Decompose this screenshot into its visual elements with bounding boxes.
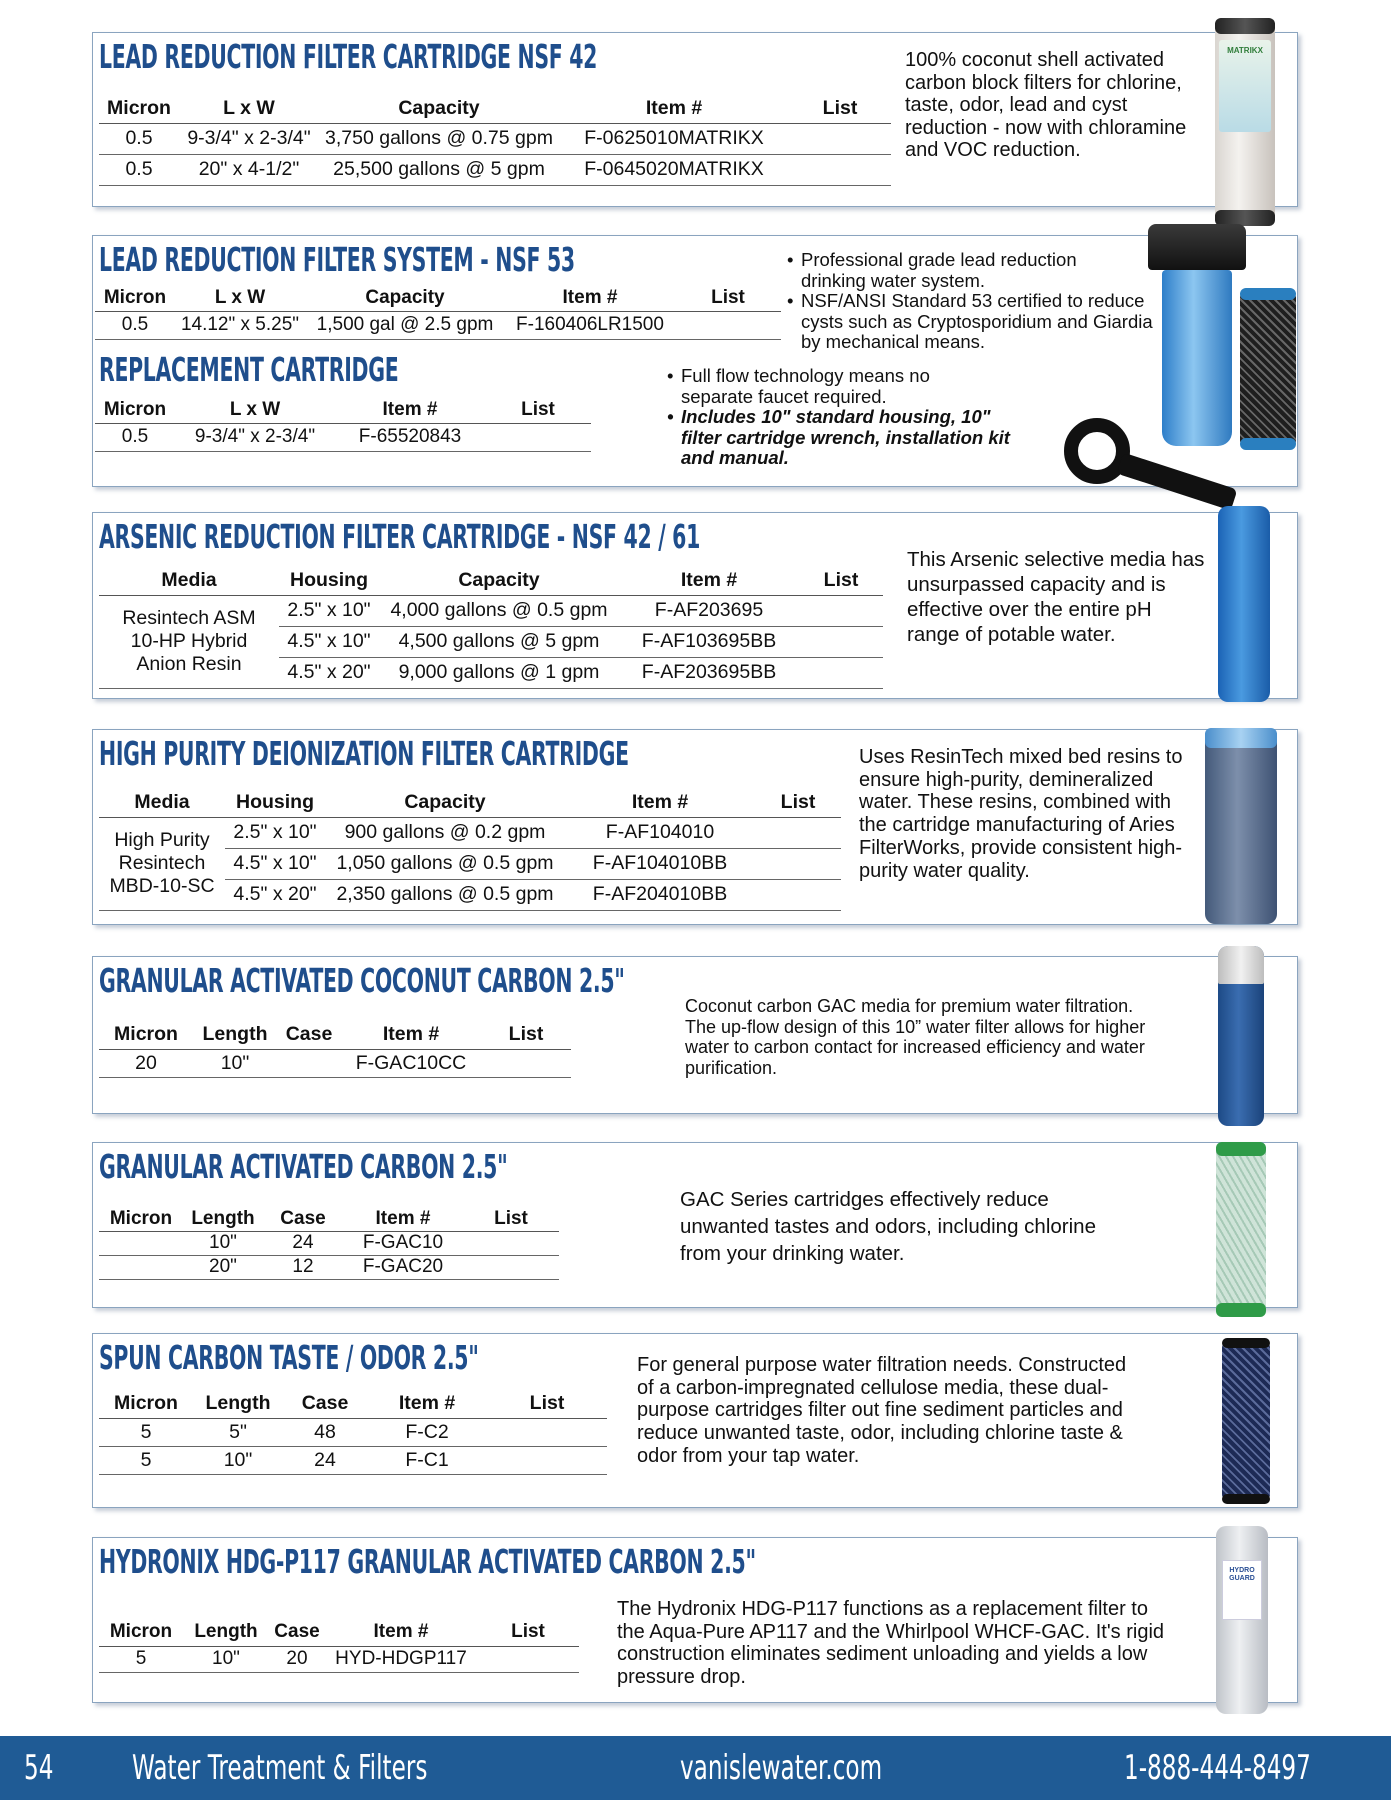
table-cell <box>485 423 591 451</box>
cartridge-cap <box>1218 946 1264 984</box>
col-header: Item # <box>559 95 789 123</box>
table-cell: F-C1 <box>367 1446 487 1474</box>
table-row <box>99 1446 607 1474</box>
col-header: Length <box>183 1207 263 1231</box>
table-cell: HYD-HDGP117 <box>325 1646 477 1672</box>
table-cell: 3,750 gallons @ 0.75 gpm <box>319 123 559 154</box>
footer-website-link[interactable]: vanislewater.com <box>680 1748 883 1788</box>
col-header: Item # <box>341 1021 481 1049</box>
replacement-title: REPLACEMENT CARTRIDGE <box>99 350 399 389</box>
table-row <box>95 423 591 451</box>
table-cell: 20" <box>183 1255 263 1279</box>
table-cell <box>799 626 883 657</box>
col-header: L x W <box>179 95 319 123</box>
col-header: Item # <box>565 789 755 817</box>
col-header: Capacity <box>325 789 565 817</box>
table-cell <box>463 1255 559 1279</box>
col-header: Length <box>193 1390 283 1418</box>
table-cell: 12 <box>263 1255 343 1279</box>
table-cell: 4.5" x 20" <box>279 657 379 688</box>
table-row <box>99 1418 607 1446</box>
table-cell: 10" <box>183 1646 269 1672</box>
feature-item: • Professional grade lead reduction drinking water system. <box>785 250 1115 291</box>
table-row <box>99 1231 559 1255</box>
col-header: L x W <box>175 286 305 311</box>
col-header: Item # <box>325 1618 477 1646</box>
col-header: List <box>477 1618 579 1646</box>
col-header: Housing <box>279 567 379 595</box>
col-header: List <box>487 1390 607 1418</box>
table-cell: F-AF203695 <box>619 595 799 626</box>
table-cell: F-160406LR1500 <box>505 311 675 339</box>
table-cell: 5 <box>99 1446 193 1474</box>
col-header: Item # <box>367 1390 487 1418</box>
table-cell: 4,000 gallons @ 0.5 gpm <box>379 595 619 626</box>
table-cell: 10" <box>193 1049 277 1077</box>
cartridge-cap <box>1240 288 1296 300</box>
col-header: Length <box>193 1021 277 1049</box>
col-header: List <box>675 286 781 311</box>
cartridge-cap <box>1215 18 1275 34</box>
col-header: Micron <box>95 398 175 423</box>
col-header: Length <box>183 1618 269 1646</box>
section-title: SPUN CARBON TASTE / ODOR 2.5" <box>99 1338 479 1377</box>
section-gac <box>92 1142 1298 1308</box>
cartridge-cap <box>1222 1494 1270 1504</box>
table-cell: 4.5" x 10" <box>225 848 325 879</box>
table-cell: 48 <box>283 1418 367 1446</box>
col-header: Micron <box>99 1207 183 1231</box>
table-cell: 20 <box>99 1049 193 1077</box>
brand-label: MATRIKX <box>1227 46 1263 55</box>
section-title: HIGH PURITY DEIONIZATION FILTER CARTRIDGE <box>99 734 629 773</box>
spec-table <box>99 95 891 186</box>
table-cell: 9,000 gallons @ 1 gpm <box>379 657 619 688</box>
section-title: HYDRONIX HDG-P117 GRANULAR ACTIVATED CARBON 2.5" <box>99 1542 756 1581</box>
table-cell: 0.5 <box>99 123 179 154</box>
section-gac-coconut <box>92 956 1298 1114</box>
table-cell: 24 <box>263 1231 343 1255</box>
table-cell: F-AF103695BB <box>619 626 799 657</box>
cartridge-cap <box>1205 728 1277 748</box>
table-cell <box>789 154 891 185</box>
col-header: Item # <box>335 398 485 423</box>
table-cell: 2.5" x 10" <box>279 595 379 626</box>
feature-item: • Includes 10" standard housing, 10" filter cartridge wrench, installation kit and manual. <box>665 407 1035 469</box>
table-row <box>99 1049 571 1077</box>
col-header: Item # <box>619 567 799 595</box>
footer-phone[interactable]: 1-888-444-8497 <box>1124 1748 1311 1788</box>
product-description: For general purpose water filtration needs. Constructed of a carbon-impregnated cellulose media, these dual-purpose cartridges filter out fine sediment particles and reduce unwanted taste, odor, including chlorine taste & odor from your tap water. <box>637 1354 1127 1467</box>
col-header: Case <box>283 1390 367 1418</box>
table-cell: 2.5" x 10" <box>225 817 325 848</box>
feature-list <box>665 366 1035 469</box>
section-title: LEAD REDUCTION FILTER CARTRIDGE NSF 42 <box>99 37 598 76</box>
footer-section-name: Water Treatment & Filters <box>132 1748 428 1788</box>
table-cell: F-AF203695BB <box>619 657 799 688</box>
table-cell: F-65520843 <box>335 423 485 451</box>
col-header: List <box>789 95 891 123</box>
col-header: Item # <box>343 1207 463 1231</box>
media-cell: Resintech ASM 10-HP Hybrid Anion Resin <box>99 595 279 688</box>
section-title: GRANULAR ACTIVATED COCONUT CARBON 2.5" <box>99 961 625 1000</box>
section-title: ARSENIC REDUCTION FILTER CARTRIDGE - NSF 42 / 61 <box>99 517 701 556</box>
product-description: Coconut carbon GAC media for premium water filtration. The up-flow design of this 10” water filter allows for higher water to carbon contact for increased efficiency and water purification. <box>685 996 1146 1078</box>
table-cell: 900 gallons @ 0.2 gpm <box>325 817 565 848</box>
table-cell: 20" x 4-1/2" <box>179 154 319 185</box>
table-cell: F-GAC10 <box>343 1231 463 1255</box>
table-cell: 14.12" x 5.25" <box>175 311 305 339</box>
table-cell: F-AF204010BB <box>565 879 755 910</box>
col-header: Micron <box>95 286 175 311</box>
col-header: List <box>799 567 883 595</box>
replacement-spec-table <box>95 398 591 452</box>
product-description: 100% coconut shell activated carbon block filters for chlorine, taste, odor, lead and cyst reduction - now with chloramine and VOC reduction. <box>905 49 1187 161</box>
feature-item: • Full flow technology means no separate faucet required. <box>665 366 975 407</box>
section-hydronix <box>92 1537 1298 1703</box>
spec-table <box>95 286 781 340</box>
table-cell <box>675 311 781 339</box>
spec-table <box>99 1207 559 1280</box>
table-cell: 1,500 gal @ 2.5 gpm <box>305 311 505 339</box>
col-header: L x W <box>175 398 335 423</box>
col-header: Housing <box>225 789 325 817</box>
table-cell: 0.5 <box>99 154 179 185</box>
deionization-cartridge-image <box>1205 728 1277 924</box>
product-description: Uses ResinTech mixed bed resins to ensure high-purity, demineralized water. These resins, combined with the cartridge manufacturing of Aries FilterWorks, provide consistent high-purity water quality. <box>859 746 1183 882</box>
section-deionization <box>92 729 1298 925</box>
table-cell: F-AF104010BB <box>565 848 755 879</box>
col-header: Item # <box>505 286 675 311</box>
col-header: Capacity <box>319 95 559 123</box>
col-header: List <box>463 1207 559 1231</box>
table-cell: 10" <box>193 1446 283 1474</box>
arsenic-cartridge-image <box>1218 506 1270 702</box>
page-footer <box>0 1736 1391 1800</box>
housing-bowl <box>1162 270 1232 446</box>
product-description: The Hydronix HDG-P117 functions as a replacement filter to the Aqua-Pure AP117 and the Whirlpool WHCF-GAC. It's rigid construction eliminates sediment unloading and yields a low pressure drop. <box>617 1598 1165 1689</box>
table-row <box>99 817 841 848</box>
col-header: Micron <box>99 1390 193 1418</box>
table-row <box>99 123 891 154</box>
section-spun-carbon <box>92 1333 1298 1508</box>
table-row <box>99 595 883 626</box>
table-cell: F-AF104010 <box>565 817 755 848</box>
table-cell: F-GAC20 <box>343 1255 463 1279</box>
cartridge-cap <box>1240 438 1296 450</box>
table-cell: 24 <box>283 1446 367 1474</box>
col-header: Micron <box>99 1021 193 1049</box>
table-cell: 2,350 gallons @ 0.5 gpm <box>325 879 565 910</box>
media-cell: High Purity Resintech MBD-10-SC <box>99 817 225 910</box>
cartridge-label <box>1219 40 1271 132</box>
spec-table <box>99 1021 571 1078</box>
table-cell <box>463 1231 559 1255</box>
table-cell <box>755 848 841 879</box>
col-header: List <box>485 398 591 423</box>
table-cell: F-C2 <box>367 1418 487 1446</box>
table-cell: 4.5" x 10" <box>279 626 379 657</box>
page-number: 54 <box>24 1748 54 1788</box>
table-cell: 4,500 gallons @ 5 gpm <box>379 626 619 657</box>
spec-table <box>99 789 841 911</box>
table-row <box>99 1646 579 1672</box>
feature-item: • NSF/ANSI Standard 53 certified to reduce cysts such as Cryptosporidium and Giardia by mechanical means. <box>785 291 1165 353</box>
product-description: GAC Series cartridges effectively reduce unwanted tastes and odors, including chlorine from your drinking water. <box>680 1188 1096 1265</box>
brand-label: HYDRO GUARD <box>1229 1567 1255 1582</box>
table-cell: F-0645020MATRIKX <box>559 154 789 185</box>
table-cell <box>755 879 841 910</box>
gac-cartridge-image <box>1216 1142 1266 1317</box>
table-cell: 4.5" x 20" <box>225 879 325 910</box>
col-header: Case <box>277 1021 341 1049</box>
section-title: LEAD REDUCTION FILTER SYSTEM - NSF 53 <box>99 240 575 279</box>
table-row <box>99 1255 559 1279</box>
table-cell: 5 <box>99 1418 193 1446</box>
col-header: Media <box>99 567 279 595</box>
spec-table <box>99 1390 607 1475</box>
cartridge-cap <box>1216 1142 1266 1156</box>
table-cell: 1,050 gallons @ 0.5 gpm <box>325 848 565 879</box>
section-arsenic-reduction <box>92 512 1298 699</box>
section-title: GRANULAR ACTIVATED CARBON 2.5" <box>99 1147 508 1186</box>
spun-carbon-cartridge-image <box>1222 1338 1270 1504</box>
table-cell: 0.5 <box>95 311 175 339</box>
cartridge-cap <box>1222 1338 1270 1348</box>
table-cell <box>487 1446 607 1474</box>
col-header: Case <box>263 1207 343 1231</box>
table-cell: 10" <box>183 1231 263 1255</box>
table-cell: 5 <box>99 1646 183 1672</box>
col-header: Capacity <box>305 286 505 311</box>
table-cell: F-0625010MATRIKX <box>559 123 789 154</box>
col-header: List <box>481 1021 571 1049</box>
spec-table <box>99 567 883 689</box>
table-cell <box>789 123 891 154</box>
cartridge-cap <box>1216 1303 1266 1317</box>
col-header: List <box>755 789 841 817</box>
table-cell <box>755 817 841 848</box>
table-row <box>95 311 781 339</box>
table-cell <box>799 657 883 688</box>
cartridge-label <box>1222 1560 1262 1620</box>
replacement-cartridge-image <box>1240 288 1296 450</box>
table-cell <box>99 1231 183 1255</box>
hydronix-cartridge-image <box>1216 1526 1268 1714</box>
col-header: Micron <box>99 1618 183 1646</box>
table-cell <box>99 1255 183 1279</box>
table-cell: 9-3/4" x 2-3/4" <box>175 423 335 451</box>
table-cell: F-GAC10CC <box>341 1049 481 1077</box>
col-header: Capacity <box>379 567 619 595</box>
col-header: Micron <box>99 95 179 123</box>
section-lead-reduction-cartridge <box>92 32 1298 207</box>
table-row <box>99 154 891 185</box>
spec-table <box>99 1618 579 1673</box>
table-cell: 9-3/4" x 2-3/4" <box>179 123 319 154</box>
table-cell: 0.5 <box>95 423 175 451</box>
table-cell <box>277 1049 341 1077</box>
table-cell: 20 <box>269 1646 325 1672</box>
table-cell: 5" <box>193 1418 283 1446</box>
gac-coconut-cartridge-image <box>1218 946 1264 1126</box>
table-cell <box>487 1418 607 1446</box>
filter-housing-image <box>1148 224 1246 446</box>
product-description: This Arsenic selective media has unsurpassed capacity and is effective over the entire pH range of potable water. <box>907 548 1205 646</box>
table-cell: 25,500 gallons @ 5 gpm <box>319 154 559 185</box>
housing-cap <box>1148 224 1246 270</box>
table-cell <box>799 595 883 626</box>
col-header: Media <box>99 789 225 817</box>
table-cell <box>481 1049 571 1077</box>
carbon-block-cartridge-image <box>1215 18 1275 226</box>
table-cell <box>477 1646 579 1672</box>
col-header: Case <box>269 1618 325 1646</box>
